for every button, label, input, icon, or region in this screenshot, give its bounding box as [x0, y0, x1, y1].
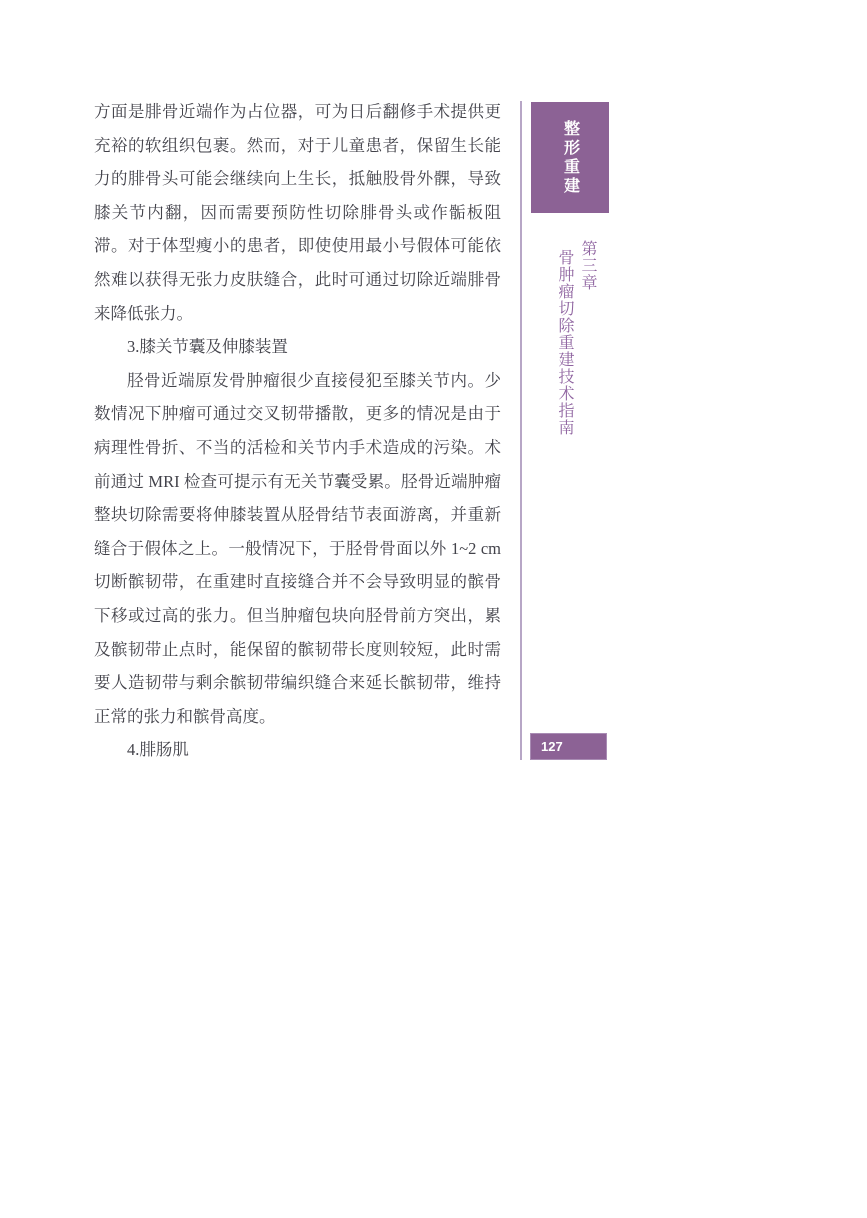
body-text-line: 4.腓肠肌: [127, 740, 189, 760]
body-text-line: 充裕的软组织包裹。然而，对于儿童患者，保留生长能: [94, 135, 501, 155]
body-text-line: 胫骨近端原发骨肿瘤很少直接侵犯至膝关节内。少: [127, 370, 501, 390]
body-text-line: 数情况下肿瘤可通过交叉韧带播散，更多的情况是由于: [94, 404, 501, 424]
body-text-line: 正常的张力和髌骨高度。: [94, 706, 276, 726]
body-text-line: 方面是腓骨近端作为占位器，可为日后翻修手术提供更: [94, 102, 501, 121]
body-text-line: 力的腓骨头可能会继续向上生长，抵触股骨外髁，导致: [94, 169, 501, 189]
chapter-number: 第三章: [579, 240, 596, 291]
page-number: 127: [541, 739, 563, 754]
chapter-heading: [553, 240, 599, 436]
body-text-line: 切断髌韧带，在重建时直接缝合并不会导致明显的髌骨: [94, 572, 501, 592]
chapter-title: 骨肿瘤切除重建技术指南: [556, 249, 573, 436]
body-text-line: 缝合于假体之上。一般情况下，于胫骨骨面以外 1~2 cm: [94, 538, 501, 558]
body-text-block: [94, 95, 501, 767]
body-text-line: 下移或过高的张力。但当肿瘤包块向胫骨前方突出，累: [94, 605, 501, 625]
body-text-line: 来降低张力。: [94, 303, 193, 323]
body-text-line: 要人造韧带与剩余髌韧带编织缝合来延长髌韧带，维持: [94, 673, 501, 693]
body-text-line: 整块切除需要将伸膝装置从胫骨结节表面游离，并重新: [94, 505, 501, 525]
body-text-line: 滞。对于体型瘦小的患者，即使使用最小号假体可能依: [94, 236, 501, 256]
series-title-text: 整形重建: [561, 119, 579, 196]
body-text-line: 前通过 MRI 检查可提示有无关节囊受累。胫骨近端肿瘤: [94, 471, 501, 491]
sidebar-divider-line: [520, 101, 522, 760]
body-text-line: 病理性骨折、不当的活检和关节内手术造成的污染。术: [94, 437, 501, 457]
body-text-line: 3.膝关节囊及伸膝装置: [127, 337, 288, 357]
body-text-line: 然难以获得无张力皮肤缝合，此时可通过切除近端腓骨: [94, 269, 501, 289]
body-text-line: 及髌韧带止点时，能保留的髌韧带长度则较短，此时需: [94, 639, 501, 659]
series-title-tab: [531, 102, 609, 213]
page-number-badge: [530, 733, 607, 760]
body-text-line: 膝关节内翻，因而需要预防性切除腓骨头或作骺板阻: [94, 202, 501, 222]
